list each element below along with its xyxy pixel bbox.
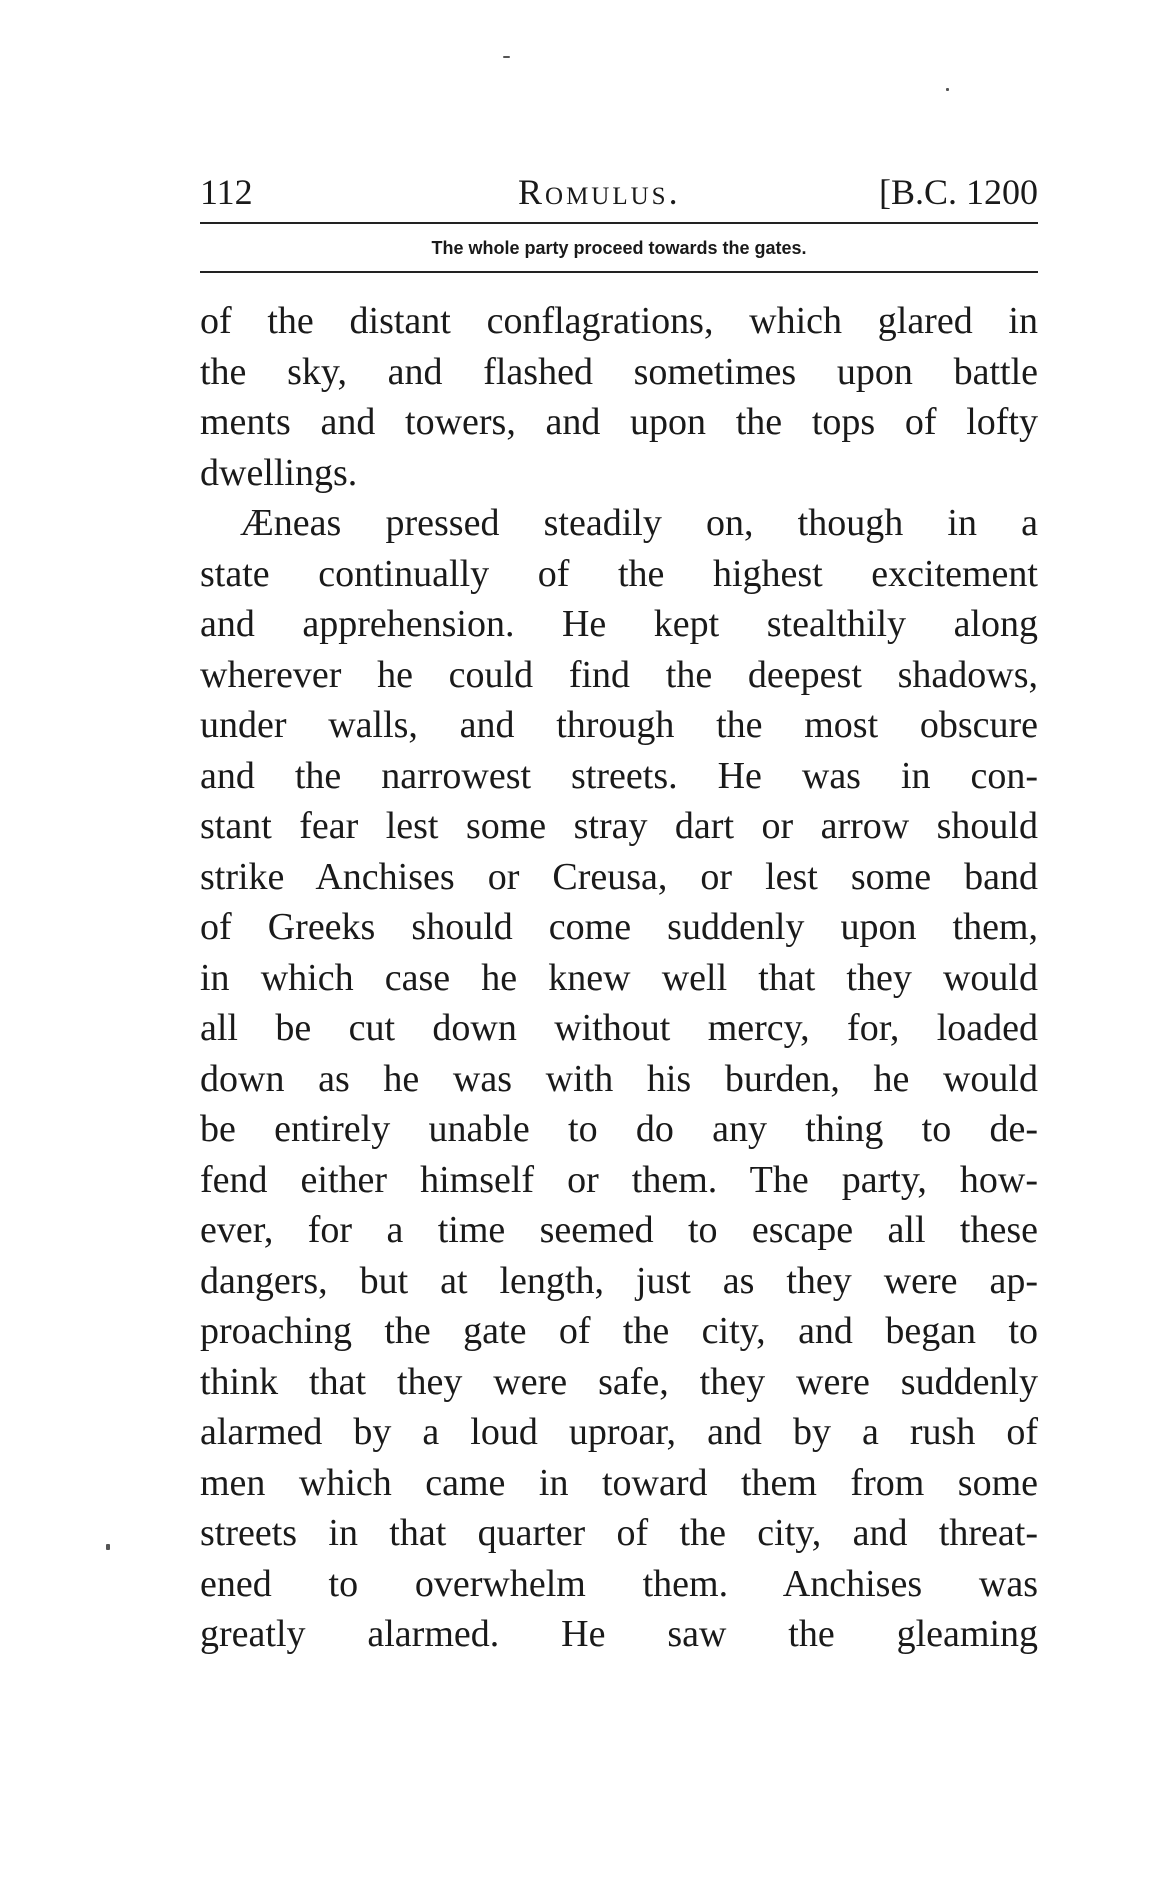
text-line: Æneas pressed steadily on, though in a (240, 502, 1038, 544)
body-text (200, 296, 1038, 1660)
text-line: ever, for a time seemed to escape all these (200, 1209, 1038, 1251)
text-line: all be cut down without mercy, for, loaded (200, 1007, 1038, 1049)
running-head: Romulus. (518, 172, 681, 212)
paragraph (200, 296, 1038, 498)
section-subheading: The whole party proceed towards the gates. (431, 238, 807, 258)
text-line: streets in that quarter of the city, and threat- (200, 1512, 1038, 1554)
text-line: strike Anchises or Creusa, or lest some band (200, 855, 1038, 898)
text-line: men which came in toward them from some (200, 1461, 1038, 1504)
text-line: ened to overwhelm them. Anchises was (200, 1562, 1038, 1605)
text-line: wherever he could find the deepest shadows, (200, 653, 1038, 696)
text-line: stant fear lest some stray dart or arrow should (200, 805, 1038, 847)
text-line: under walls, and through the most obscure (200, 704, 1038, 746)
page-speck (106, 1544, 110, 1550)
page-number: 112 (200, 172, 253, 212)
text-line: dangers, but at length, just as they were ap- (200, 1259, 1038, 1302)
page-header (200, 168, 1038, 216)
text-line: dwellings. (200, 451, 358, 494)
page-speck (946, 88, 949, 91)
text-line: fend either himself or them. The party, how- (200, 1158, 1038, 1201)
text-line: and the narrowest streets. He was in con- (200, 754, 1038, 797)
text-line: think that they were safe, they were suddenly (200, 1360, 1038, 1403)
text-line: down as he was with his burden, he would (200, 1057, 1038, 1100)
date-reference: [B.C. 1200 (878, 172, 1038, 212)
text-line: ments and towers, and upon the tops of lofty (200, 401, 1038, 443)
text-line: of the distant conflagrations, which glared in (200, 300, 1038, 342)
text-line: state continually of the highest excitement (200, 552, 1038, 595)
subheading-rule (200, 271, 1038, 273)
text-line: greatly alarmed. He saw the gleaming (200, 1613, 1038, 1655)
text-line: of Greeks should come suddenly upon them, (200, 906, 1038, 948)
page-speck (503, 56, 510, 58)
text-line: and apprehension. He kept stealthily along (200, 603, 1038, 645)
header-rule (200, 222, 1038, 224)
text-line: in which case he knew well that they would (200, 956, 1038, 999)
text-line: the sky, and flashed sometimes upon battle (200, 350, 1038, 393)
text-line: be entirely unable to do any thing to de- (200, 1108, 1038, 1150)
text-line: alarmed by a loud uproar, and by a rush of (200, 1411, 1038, 1453)
text-line: proaching the gate of the city, and began to (200, 1310, 1038, 1352)
paragraph (200, 498, 1038, 1660)
